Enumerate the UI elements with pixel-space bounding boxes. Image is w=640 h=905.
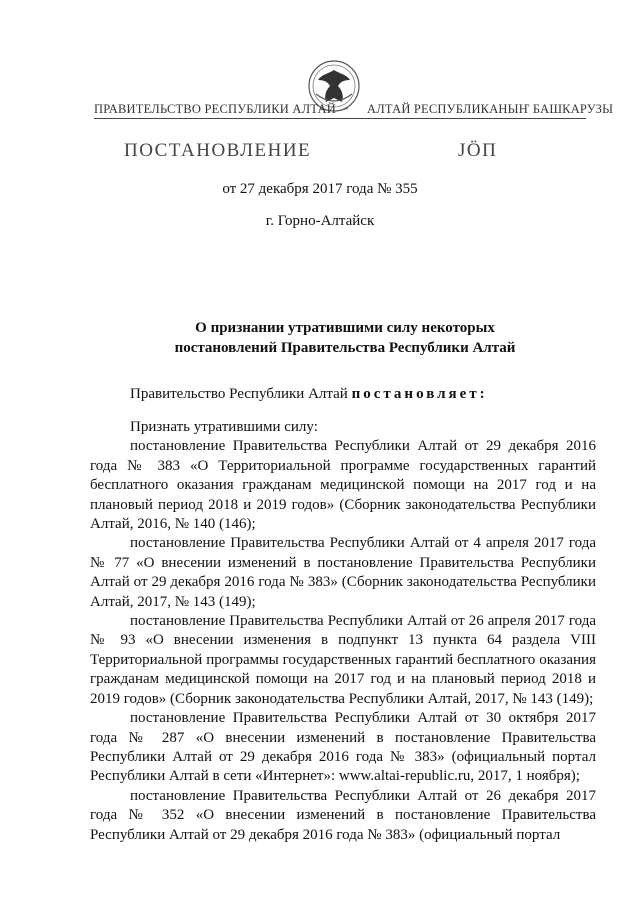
document-body (90, 418, 596, 845)
list-item: постановление Правительства Республики Алтай от 4 апреля 2017 года № 77 «О внесении изменений в постановление Правительства Республики Алтай от 29 декабря 2016 года № 383» (Сборник законодательства Республики Алтай, 2017, № 143 (149); (90, 535, 596, 610)
document-title (120, 318, 570, 358)
document-type-altai: ЈÖП (458, 140, 498, 161)
resolves-keyword: постановляет: (351, 386, 488, 402)
government-name-altai: АЛТАЙ РЕСПУБЛИКАНЫҤ БАШКАРУЗЫ (367, 102, 614, 116)
body-intro: Признать утратившими силу: (130, 419, 318, 435)
resolves-prefix: Правительство Республики Алтай (130, 386, 348, 402)
list-item: постановление Правительства Республики Алтай от 30 октября 2017 года № 287 «О внесении изменений в постановление Правительства Республики Алтай от 29 декабря 2016 года № 383» (официальный портал Республики Алтай в сети «Интернет»: www.altai-republic.ru, 2017, 1 ноября); (90, 710, 596, 785)
resolves-line (130, 386, 488, 403)
list-item: постановление Правительства Республики Алтай от 29 декабря 2016 года № 383 «О Территориальной программе государственных гарантий бесплатного оказания гражданам медицинской помощи на 2017 год и на плановый период 2018 и 2019 годов» (Сборник законодательства Республики Алтай, 2016, № 140 (146); (90, 438, 596, 533)
list-item: постановление Правительства Республики Алтай от 26 апреля 2017 года № 93 «О внесении изменения в подпункт 13 пункта 64 раздела VIII Территориальной программы государственных гарантий бесплатного оказания гражданам медицинской помощи на 2017 год и на плановый период 2018 и 2019 годов» (Сборник законодательства Республики Алтай, 2017, № 143 (149); (90, 613, 596, 707)
document-title-line-1: О признании утратившими силу некоторых (195, 320, 495, 336)
document-title-line-2: постановлений Правительства Республики Алтай (174, 340, 516, 356)
list-item: постановление Правительства Республики Алтай от 26 декабря 2017 года № 352 «О внесении изменений в постановление Правительства Республики Алтай от 29 декабря 2016 года № 383» (официальный портал (90, 787, 596, 843)
document-type-russian: ПОСТАНОВЛЕНИЕ (124, 140, 312, 161)
document-date-number: от 27 декабря 2017 года № 355 (222, 181, 418, 197)
government-name-russian: ПРАВИТЕЛЬСТВО РЕСПУБЛИКИ АЛТАЙ (94, 102, 336, 116)
header-divider (94, 118, 586, 119)
document-city: г. Горно-Алтайск (265, 213, 375, 229)
